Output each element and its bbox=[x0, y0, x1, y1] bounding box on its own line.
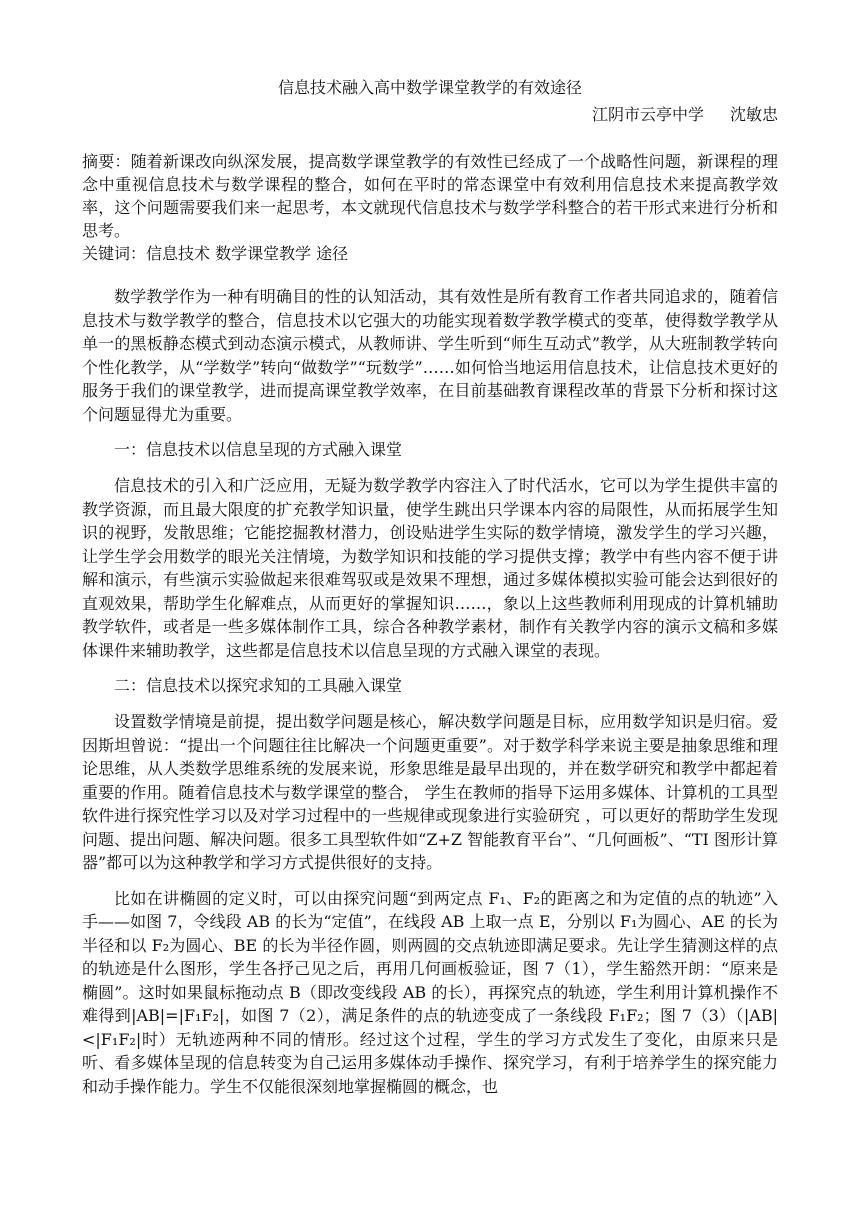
section-2-paragraph-1: 设置数学情境是前提，提出数学问题是核心，解决数学问题是目标，应用数学知识是归宿。爱因斯坦曾说：“提出一个问题往往比解决一个问题更重要”。对于数学科学来说主要是抽象思维和理论思维，从人类数学思维系统的发展来说，形象思维是最早出现的，并在数学研究和教学中都起着重要的作用。随着信息技术与数学课堂的整合， 学生在教师的指导下运用多媒体、计算机的工具型软件进行探究性学习以及对学习过程中的一些规律或现象进行实验研究 ，可以更好的帮助学生发现问题、提出问题、解决问题。很多工具型软件如“Z+Z 智能教育平台”、“几何画板”、“TI 图形计算器”都可以为这种教学和学习方式提供很好的支持。 bbox=[82, 712, 778, 872]
school-name: 江阴市云亭中学 bbox=[591, 105, 704, 124]
abstract: 摘要：随着新课改向纵深发展，提高数学课堂教学的有效性已经成了一个战略性问题，新课程的理念中重视信息技术与数学课程的整合，如何在平时的常态课堂中有效利用信息技术来提高教学效率，这个问题需要我们来一起思考，本文就现代信息技术与数学学科整合的若干形式来进行分析和思考。 bbox=[82, 152, 778, 240]
section-2-paragraph-2: 比如在讲椭圆的定义时，可以由探究问题“到两定点 F₁、F₂的距离之和为定值的点的轨迹”入手——如图 7，令线段 AB 的长为“定值”，在线段 AB 上取一点 E，分别以 F₁为圆心、AE 的长为半径和以 F₂为圆心、BE 的长为半径作圆，则两圆的交点轨迹即满足要求。先让学生猜测这样的点的轨迹是什么图形，学生各抒己见之后，再用几何画板验证，图 7（1），学生豁然开朗：“原来是椭圆”。这时如果鼠标拖动点 B（即改变线段 AB 的长），再探究点的轨迹，学生利用计算机操作不难得到|AB|=|F₁F₂|，如图 7（2），满足条件的点的轨迹变成了一条线段 F₁F₂；图 7（3）（|AB|<|F₁F₂|时）无轨迹两种不同的情形。经过这个过程，学生的学习方式发生了变化，由原来只是听、看多媒体呈现的信息转变为自己运用多媒体动手操作、探究学习，有利于培养学生的探究能力和动手操作能力。学生不仅能很深刻地掌握椭圆的概念，也 bbox=[82, 888, 778, 1096]
keywords: 关键词：信息技术 数学课堂教学 途径 bbox=[82, 244, 349, 263]
section-2-heading: 二：信息技术以探究求知的工具融入课堂 bbox=[114, 676, 403, 695]
document-title: 信息技术融入高中数学课堂教学的有效途径 bbox=[277, 78, 582, 97]
author-line bbox=[82, 102, 778, 128]
author-name: 沈敏忠 bbox=[729, 105, 778, 124]
intro-paragraph: 数学教学作为一种有明确目的性的认知活动，其有效性是所有教育工作者共同追求的，随着信息技术与数学教学的整合，信息技术以它强大的功能实现着数学教学模式的变革，使得数学教学从单一的黑板静态模式到动态演示模式，从教师讲、学生听到“师生互动式”教学，从大班制教学转向个性化教学，从“学数学”转向“做数学”“玩数学”……如何恰当地运用信息技术，让信息技术更好的服务于我们的课堂教学，进而提高课堂教学效率，在目前基础教育课程改革的背景下分析和探讨这个问题显得尤为重要。 bbox=[82, 287, 778, 424]
document-page bbox=[82, 74, 778, 1110]
section-1-paragraph: 信息技术的引入和广泛应用，无疑为数学教学内容注入了时代活水，它可以为学生提供丰富的教学资源，而且最大限度的扩充教学知识量，使学生跳出只学课本内容的局限性，从而拓展学生知识的视野，发散思维；它能挖掘教材潜力，创设贴进学生实际的数学情境，激发学生的学习兴趣，让学生学会用数学的眼光关注情境，为数学知识和技能的学习提供支撑；教学中有些内容不便于讲解和演示，有些演示实验做起来很难驾驭或是效果不理想，通过多媒体模拟实验可能会达到很好的直观效果，帮助学生化解难点，从而更好的掌握知识……，象以上这些教师利用现成的计算机辅助教学软件，或者是一些多媒体制作工具，综合各种教学素材，制作有关教学内容的演示文稿和多媒体课件来辅助教学，这些都是信息技术以信息呈现的方式融入课堂的表现。 bbox=[82, 476, 778, 660]
section-1-heading: 一：信息技术以信息呈现的方式融入课堂 bbox=[114, 440, 403, 459]
